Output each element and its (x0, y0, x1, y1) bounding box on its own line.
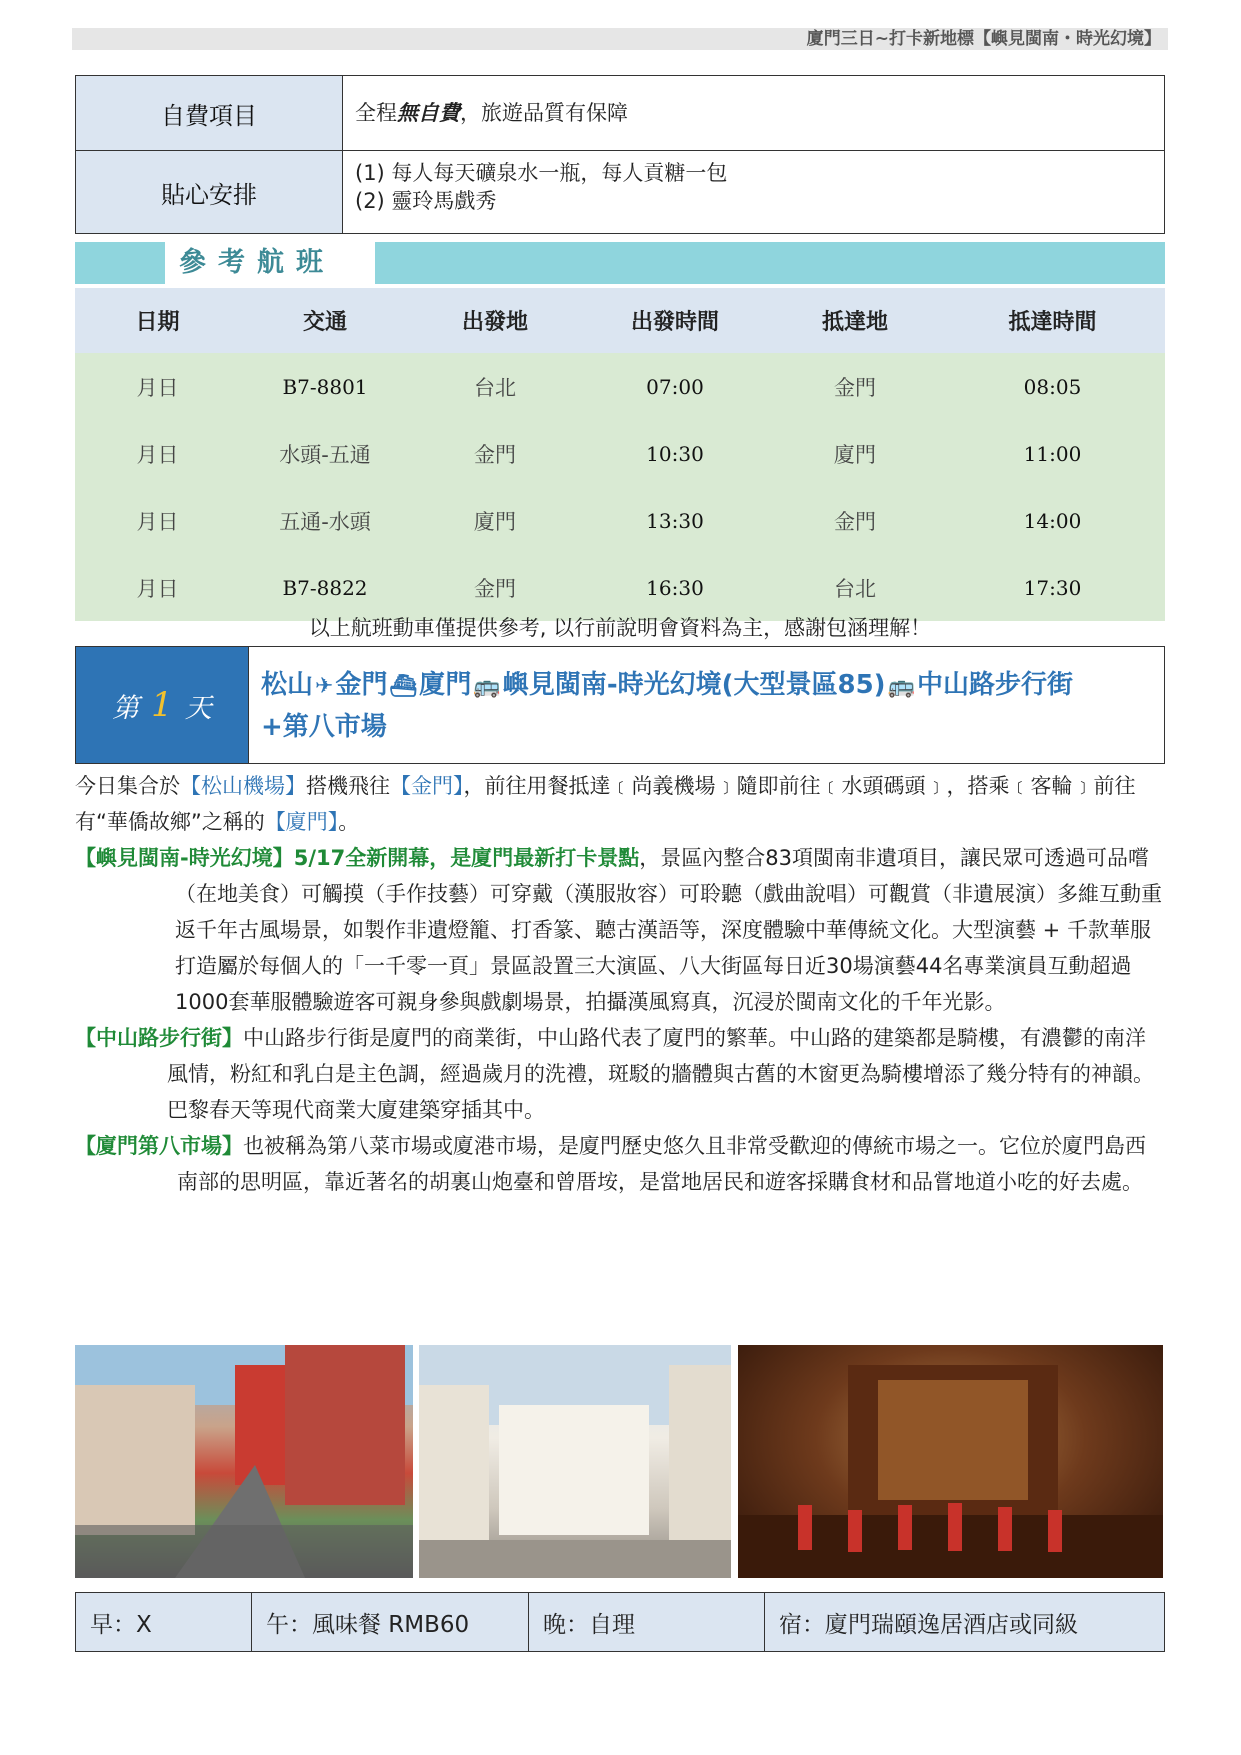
day-suffix: 天 (184, 692, 212, 724)
header-title: 廈門三日~打卡新地標【嶼見閩南・時光幻境】 (806, 29, 1161, 49)
cell-origin: 金門 (410, 420, 580, 487)
cell-date: 月日 (75, 353, 240, 420)
col-header: 抵達時間 (940, 288, 1165, 353)
meal-dinner: 晚：自理 (529, 1593, 765, 1651)
day-stop: 松山 (261, 670, 314, 700)
table-row (75, 420, 1165, 487)
meal-lunch: 午：風味餐 RMB60 (252, 1593, 529, 1651)
intro-highlight: 【松山機場】 (180, 774, 306, 798)
cell-date: 月日 (75, 420, 240, 487)
info-label: 貼心安排 (76, 151, 343, 233)
intro-text: ，前往用餐抵達﹝尚義機場﹞隨即前往﹝水頭碼頭﹞，搭乘﹝客輪﹞前往有“華僑故鄉”之稱的 (75, 774, 1136, 834)
cell-destination: 廈門 (770, 420, 940, 487)
intro-text: 。 (338, 810, 360, 834)
bus-icon: 🚌 (887, 674, 915, 699)
hotel: 宿：廈門瑞頤逸居酒店或同級 (779, 1611, 1078, 1638)
cell-date: 月日 (75, 487, 240, 554)
attraction-heading: 【嶼見閩南-時光幻境】5/17全新開幕，是廈門最新打卡景點 (75, 846, 640, 870)
day-stop: 中山路步行街 (916, 670, 1073, 700)
cell-origin: 台北 (410, 353, 580, 420)
intro-text: 今日集合於 (75, 774, 180, 798)
attraction-text: 也被稱為第八菜市場或廈港市場，是廈門歷史悠久且非常受歡迎的傳統市場之一。它位於廈門島西南部的思明區，靠近著名的胡裏山炮臺和曾厝垵，是當地居民和遊客採購食材和品嘗地道小吃的好去處。 (177, 1134, 1146, 1194)
cell-transport: 水頭-五通 (240, 420, 410, 487)
cell-origin: 金門 (410, 554, 580, 621)
cell-transport: 五通-水頭 (240, 487, 410, 554)
info-value (343, 76, 1164, 150)
cell-destination: 台北 (770, 554, 940, 621)
cell-depart-time: 13:30 (580, 487, 770, 554)
col-header: 出發時間 (580, 288, 770, 353)
cell-depart-time: 16:30 (580, 554, 770, 621)
col-header: 出發地 (410, 288, 580, 353)
cell-transport: B7-8822 (240, 554, 410, 621)
attraction-heading: 【中山路步行街】 (75, 1026, 243, 1050)
meals-bar (75, 1592, 1165, 1652)
cell-arrive-time: 08:05 (940, 353, 1165, 420)
info-row-arrangement (76, 151, 1164, 233)
photo-arcade-buildings (419, 1345, 731, 1578)
day-stop: 金門 (335, 670, 388, 700)
table-row (75, 487, 1165, 554)
bus-icon: 🚌 (473, 674, 501, 699)
cell-arrive-time: 11:00 (940, 420, 1165, 487)
cell-depart-time: 07:00 (580, 353, 770, 420)
day-badge (76, 647, 249, 763)
cell-origin: 廈門 (410, 487, 580, 554)
attraction-heading: 【廈門第八市場】 (75, 1134, 243, 1158)
intro-text: 搭機飛往 (306, 774, 390, 798)
attraction-text: ，景區內整合83項閩南非遺項目，讓民眾可透過可品嚐（在地美食）可觸摸（手作技藝）可穿戴（漢服妝容）可聆聽（戲曲說唱）可觀賞（非遺展演）多維互動重返千年古風場景，如製作非遺燈籠、打香篆、聽古漢語等，深度體驗中華傳統文化。大型演藝 + 千款華服打造屬於每個人的「一千零一頁」景區設置三大演區、八大街區每日近30場演藝44名專業演員互動超過1000套華服體驗遊客可親身參與戲劇場景，拍攝漢風寫真，沉浸於閩南文化的千年光影。 (175, 846, 1162, 1014)
col-header: 抵達地 (770, 288, 940, 353)
cell-transport: B7-8801 (240, 353, 410, 420)
intro-highlight: 【金門】 (390, 774, 464, 798)
plane-icon: ✈ (315, 674, 334, 699)
street-illustration (75, 1345, 413, 1578)
info-row-self-pay (76, 76, 1164, 151)
attraction-paragraph (75, 840, 1165, 1020)
cell-arrive-time: 14:00 (940, 487, 1165, 554)
day-stop: 廈門 (419, 670, 472, 700)
info-value (343, 151, 1164, 233)
info-value-prefix: 全程 (355, 101, 397, 125)
cell-destination: 金門 (770, 353, 940, 420)
day-prefix: 第 (112, 692, 140, 724)
photo-zhongshan-street (75, 1345, 413, 1578)
info-value-suffix: ，旅遊品質有保障 (460, 101, 628, 125)
cell-depart-time: 10:30 (580, 420, 770, 487)
flights-note: 以上航班動車僅提供參考, 以行前說明會資料為主，感謝包涵理解！ (308, 616, 932, 640)
info-value-bold: 無自費 (397, 101, 460, 125)
cell-arrive-time: 17:30 (940, 554, 1165, 621)
col-header: 日期 (75, 288, 240, 353)
flights-title: 參考航班 (165, 242, 375, 284)
cell-date: 月日 (75, 554, 240, 621)
attraction-text: 中山路步行街是廈門的商業街，中山路代表了廈門的繁華。中山路的建築都是騎樓，有濃鬱的南洋風情，粉紅和乳白是主色調，經過歲月的洗禮，斑駁的牆體與古舊的木窗更為騎樓增添了幾分特有的神韻。巴黎春天等現代商業大廈建築穿插其中。 (167, 1026, 1154, 1122)
flights-table (75, 288, 1165, 621)
day-stop: +第八市場 (261, 712, 387, 742)
intro-highlight: 【廈門】 (264, 810, 339, 834)
intro-paragraph (75, 768, 1165, 840)
cell-destination: 金門 (770, 487, 940, 554)
ship-icon: ⛴ (389, 674, 418, 699)
stage-illustration (738, 1345, 1163, 1578)
meal-breakfast: 早：X (76, 1593, 252, 1651)
table-row (75, 554, 1165, 621)
col-header: 交通 (240, 288, 410, 353)
day-number: 1 (151, 685, 173, 725)
info-table (75, 75, 1165, 234)
info-line: (1) 每人每天礦泉水一瓶，每人貢糖一包 (355, 161, 728, 185)
day-title (249, 647, 1164, 763)
day-box (75, 646, 1165, 764)
flights-header-row (75, 288, 1165, 353)
day-description (75, 768, 1165, 1200)
arcade-illustration (419, 1345, 731, 1578)
attraction-paragraph (75, 1128, 1165, 1200)
table-row (75, 353, 1165, 420)
info-line: (2) 靈玲馬戲秀 (355, 189, 497, 213)
photo-show-stage (738, 1345, 1163, 1578)
attraction-paragraph (75, 1020, 1165, 1128)
info-label: 自費項目 (76, 76, 343, 150)
day-stop: 嶼見閩南-時光幻境(大型景區85) (502, 670, 886, 700)
